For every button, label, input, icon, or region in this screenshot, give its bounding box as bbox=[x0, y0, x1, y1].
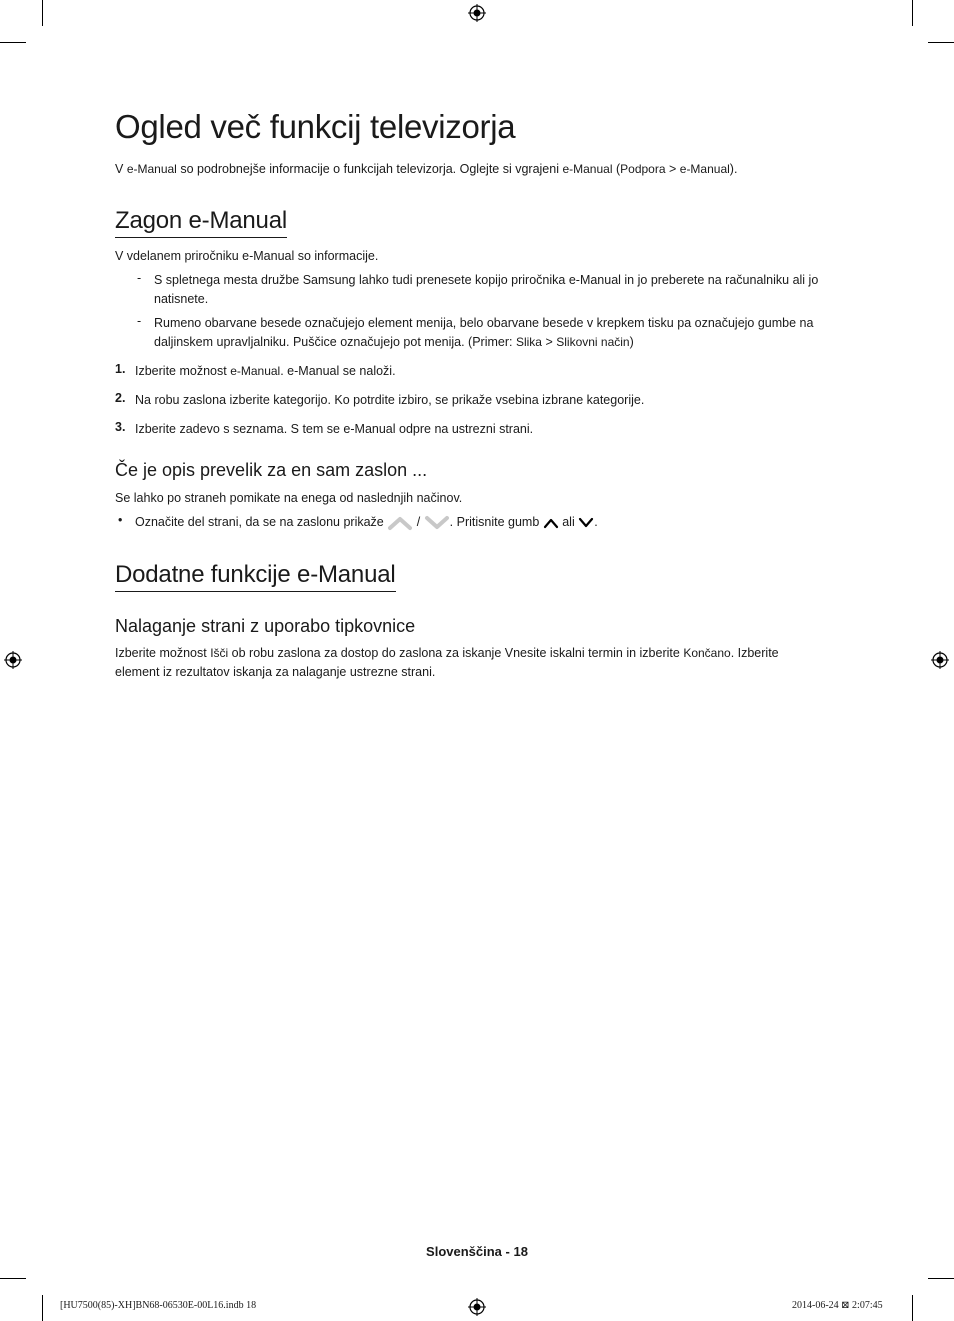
intro-paragraph: V e-Manual so podrobnejše informacije o funkcijah televizorja. Oglejte si vgrajeni e-Manual (Podpora > e-Manual). bbox=[115, 162, 738, 176]
dash-item-download: S spletnega mesta družbe Samsung lahko tudi prenesete kopijo priročnika e-Manual in jo preberete na računalniku ali jo natisnete. bbox=[154, 273, 819, 306]
up-arrow-icon bbox=[387, 515, 413, 531]
menu-term: Podpora bbox=[620, 162, 666, 176]
menu-term: Slikovni način bbox=[556, 335, 630, 349]
subsection-lead: Se lahko po straneh pomikate na enega od naslednjih načinov. bbox=[115, 491, 463, 505]
subsection-heading-keyboard: Nalaganje strani z uporabo tipkovnice bbox=[115, 616, 416, 636]
keyboard-paragraph: Izberite možnost Išči ob robu zaslona za dostop do zaslona za iskanje Vnesite iskalni termin in izberite Končano. Izberite element iz rezultatov iskanja za nalaganje ustrezne strani. bbox=[115, 646, 779, 679]
registration-mark-icon bbox=[931, 651, 949, 669]
step-number: 2. bbox=[115, 391, 126, 405]
section-heading-zagon: Zagon e-Manual bbox=[115, 207, 287, 238]
menu-term: Slika bbox=[515, 335, 542, 349]
down-arrow-icon bbox=[578, 516, 594, 530]
step-1: Izberite možnost e-Manual. e-Manual se naloži. bbox=[135, 364, 396, 378]
page-number: Slovenščina - 18 bbox=[426, 1244, 528, 1259]
registration-mark-icon bbox=[468, 4, 486, 22]
crop-mark bbox=[42, 1295, 43, 1321]
down-arrow-icon bbox=[424, 515, 450, 531]
crop-mark bbox=[928, 1278, 954, 1279]
registration-mark-icon bbox=[4, 651, 22, 669]
step-number: 1. bbox=[115, 362, 126, 376]
crop-mark bbox=[912, 0, 913, 26]
print-slug-left: [HU7500(85)-XH]BN68-06530E-00L16.indb 18 bbox=[60, 1300, 257, 1311]
up-arrow-icon bbox=[543, 516, 559, 530]
step-3: Izberite zadevo s seznama. S tem se e-Manual odpre na ustrezni strani. bbox=[135, 422, 534, 436]
menu-term: e-Manual bbox=[562, 162, 613, 176]
bullet-marker: • bbox=[118, 513, 123, 527]
menu-term: Išči bbox=[210, 646, 229, 660]
dash-item-colors: Rumeno obarvane besede označujejo element menija, belo obarvane besede v krepkem tisku pa označujejo gumbe na daljinskem upravljalniku. Puščice označujejo pot menija. (Primer: Slika > Slikovni način) bbox=[154, 316, 814, 349]
menu-term: e-Manual bbox=[230, 364, 281, 378]
step-2: Na robu zaslona izberite kategorijo. Ko potrdite izbiro, se prikaže vsebina izbrane kategorije. bbox=[135, 393, 645, 407]
dash-marker: - bbox=[137, 271, 142, 285]
page-title: Ogled več funkcij televizorja bbox=[115, 108, 516, 145]
subsection-heading-scroll: Če je opis prevelik za en sam zaslon ... bbox=[115, 460, 428, 480]
menu-term: Končano bbox=[683, 646, 731, 660]
crop-mark bbox=[0, 42, 26, 43]
section-heading-dodatne: Dodatne funkcije e-Manual bbox=[115, 561, 396, 592]
print-slug-right: 2014-06-24 ⊠ 2:07:45 bbox=[792, 1300, 883, 1311]
crop-mark bbox=[928, 42, 954, 43]
dash-marker: - bbox=[137, 314, 142, 328]
crop-mark bbox=[912, 1295, 913, 1321]
bullet-item-scroll: Označite del strani, da se na zaslonu prikaže / . Pritisnite gumb ali . bbox=[135, 515, 598, 529]
section-lead: V vdelanem priročniku e-Manual so informacije. bbox=[115, 249, 379, 263]
crop-mark bbox=[42, 0, 43, 26]
menu-term: e-Manual bbox=[126, 162, 177, 176]
registration-mark-icon bbox=[468, 1298, 486, 1316]
crop-mark bbox=[0, 1278, 26, 1279]
menu-term: e-Manual bbox=[679, 162, 730, 176]
step-number: 3. bbox=[115, 420, 126, 434]
